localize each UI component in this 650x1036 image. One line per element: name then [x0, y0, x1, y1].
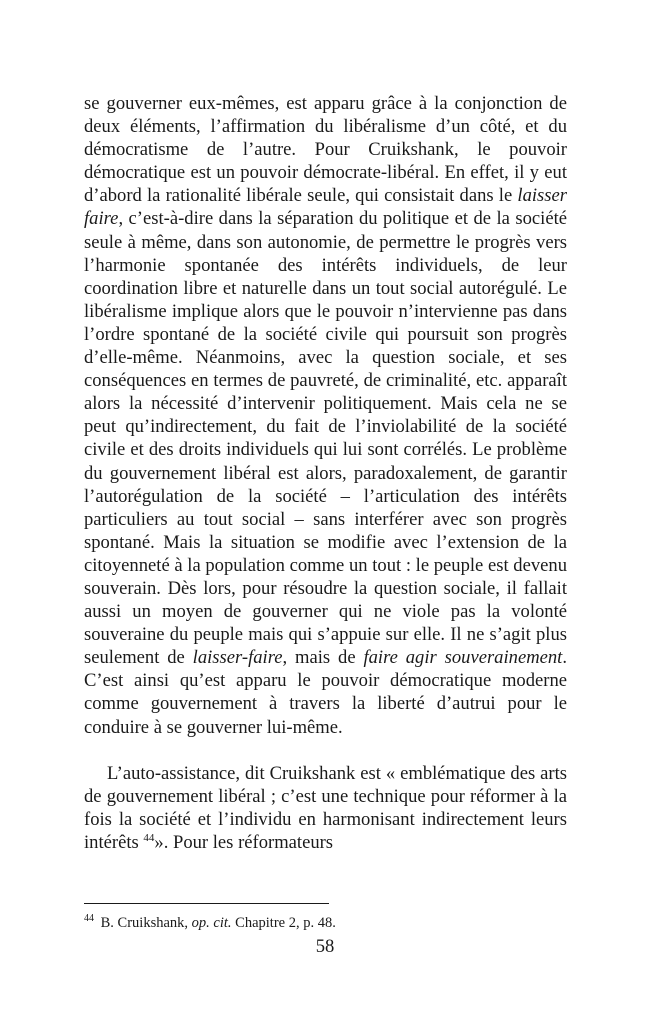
paragraph-2-text-2: ». Pour les réformateurs	[154, 831, 334, 853]
body-paragraph-2	[84, 762, 567, 854]
body-paragraph-1	[84, 92, 567, 739]
paragraph-1-italic-laisser-faire: laisser faire	[84, 185, 567, 230]
paragraph-1-text-1: se gouverner eux-mêmes, est apparu grâce à la conjonction de deux éléments, l’affirmation du libéralisme d’un côté, et du démocratisme de l’autre. Pour Cruikshank, le pouvoir démocratique est un pouvoir démocrate-libéral. En effet, il y eut d’abord la rationalité libérale seule, qui consistait dans le	[84, 93, 567, 207]
page-number: 58	[315, 936, 335, 957]
paragraph-1-text-2: , c’est-à-dire dans la séparation du politique et de la société seule à même, dans son autonomie, de permettre le progrès vers l’harmonie spontanée des intérêts individuels, de leur coordination libre et naturelle dans un tout social autorégulé. Le libéralisme implique alors que le pouvoir n’intervienne pas dans l’ordre spontané de la société civile qui poursuit son progrès d’elle-même. Néanmoins, avec la question sociale, et ses conséquences en termes de pauvreté, de criminalité, etc. apparaît alors la nécessité d’intervenir politiquement. Mais cela ne se peut qu’indirectement, du fait de l’inviolabilité de la société civile et des droits individuels qui lui sont corrélés. Le problème du gouvernement libéral est alors, paradoxalement, de garantir l’autorégulation de la société – l’articulation des intérêts particuliers au tout social – sans interférer avec son progrès spontané. Mais la situation se modifie avec l’extension de la citoyenneté à la population comme un tout : le peuple est devenu souverain. Dès lors, pour résoudre la question sociale, il fallait aussi un moyen de gouverner qui ne viole pas la volonté souveraine du peuple mais qui s’appuie sur elle. Il ne s’agit plus seulement de	[84, 208, 567, 669]
paragraph-2-text-1: L’auto-assistance, dit Cruikshank est « emblématique des arts de gouvernement libéral ; c’est une technique pour réformer à la fois la société et l’individu en harmonisant indirectement leurs intérêts	[84, 762, 567, 853]
footnote-text-2: Chapitre 2, p. 48.	[231, 915, 336, 931]
footnote-reference[interactable]: 44	[143, 831, 155, 844]
page-body	[84, 92, 567, 854]
paragraph-1-text-3: , mais de	[282, 647, 364, 669]
footnote-text-1: B. Cruikshank,	[97, 915, 192, 931]
footnote-italic-op-cit: op. cit.	[191, 915, 232, 931]
paragraph-1-text-4: . C’est ainsi qu’est apparu le pouvoir démocratique moderne comme gouvernement à travers la liberté d’autrui pour le conduire à se gouverner lui-même.	[84, 647, 567, 738]
footnote	[84, 914, 567, 932]
footnote-number: 44	[84, 913, 94, 925]
paragraph-1-italic-laisser-faire-2: laisser-faire	[192, 647, 283, 669]
paragraph-1-italic-faire-agir: faire agir souverainement	[363, 647, 563, 669]
footnote-divider	[84, 903, 329, 904]
